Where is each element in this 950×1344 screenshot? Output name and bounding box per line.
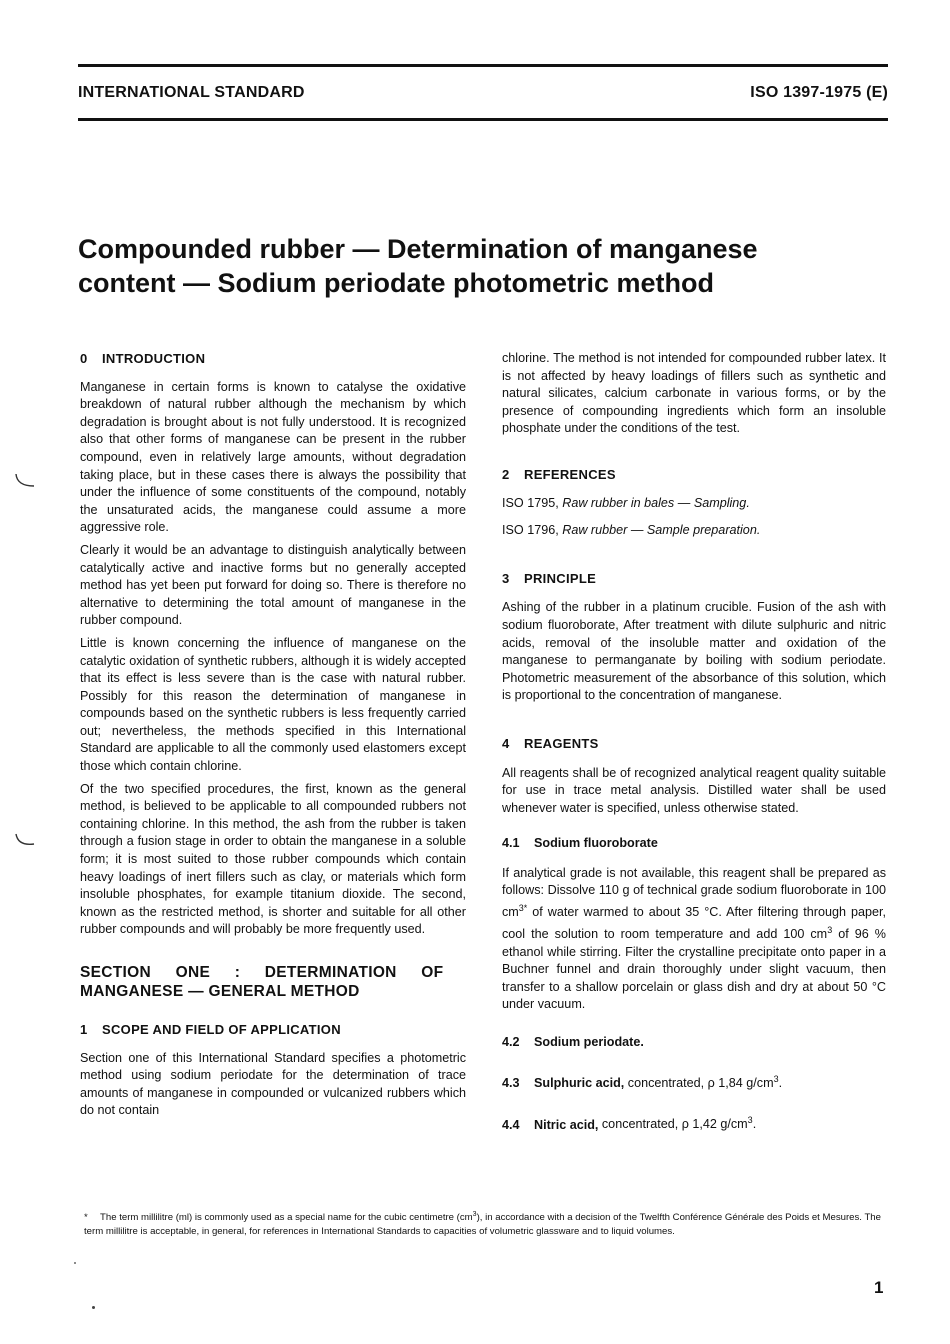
- reference-code: ISO 1796,: [502, 523, 559, 538]
- intro-heading-text: INTRODUCTION: [102, 351, 206, 366]
- left-column: [80, 350, 466, 1120]
- reagent-4-4-name: Nitric acid,: [534, 1117, 599, 1132]
- intro-paragraph-3: Little is known concerning the influence of manganese on the catalytic oxidation of synthetic rubbers, although it is widely accepted that its effect is less severe than is the case with natural rubber. Possibly for this reason the determination of manganese in compounds based on the synthetic rubbers is less frequently carried out; nevertheless, the methods specified in this International Standard are applicable to all the commonly used elastomers except those which contain chlorine.: [80, 635, 466, 774]
- reagents-intro: All reagents shall be of recognized analytical reagent quality suitable for use in trace metal analysis. Distilled water shall be used whenever water is specified, unless otherwise stated.: [502, 765, 886, 815]
- title-line-2: content — Sodium periodate photometric method: [78, 268, 715, 298]
- speck-mark-icon: [74, 1262, 76, 1264]
- reagent-4-1-number: 4.1: [502, 836, 520, 851]
- speck-mark-icon: [92, 1306, 95, 1309]
- header-rule: [78, 118, 888, 121]
- section-one-heading: [80, 963, 466, 1001]
- reagents-heading-number: 4: [502, 735, 510, 751]
- reagent-4-2-number: 4.2: [502, 1035, 520, 1049]
- section-one-line-1: SECTION ONE : DETERMINATION OF: [80, 964, 444, 981]
- reagents-heading: [502, 735, 886, 753]
- header-right: ISO 1397-1975 (E): [750, 84, 888, 101]
- reagent-4-2-heading: [502, 1034, 886, 1052]
- principle-text: Ashing of the rubber in a platinum crucible. Fusion of the ash with sodium fluoroborate, After treatment with dilute sulphuric and nitric acids, removal of the insoluble matter and oxidation of the manganese to permanganate by boiling with sodium periodate. Photometric measurement of the absorbance of this solution, which is proportional to the concentration of manganese.: [502, 600, 886, 703]
- footnote-star: *: [84, 1212, 88, 1224]
- reagent-4-4-line: [502, 1112, 886, 1134]
- document-title: [78, 232, 878, 300]
- footnote-text-a: The term millilitre (ml) is commonly used as a special name for the cubic centimetre (cm: [100, 1212, 473, 1224]
- reagent-4-1-heading: [502, 835, 886, 853]
- reagent-4-1-sup-a: 3*: [518, 903, 528, 914]
- reference-title: Raw rubber — Sample preparation.: [562, 523, 761, 538]
- intro-paragraph-1: Manganese in certain forms is known to catalyse the oxidative breakdown of natural rubber although the mechanism by which degradation is brought about is not fully understood. It is recognized also that other forms of manganese can be present in the rubber compound, even in relatively large amounts, without degradation taking place, but in these cases there is always the possibility that under the influence of some constituents of the compound, notably the unsaturated acids, the manganese could assume a more aggressive role.: [80, 379, 466, 535]
- intro-paragraph-4: Of the two specified procedures, the first, known as the general method, is believed to be applicable to all compounded rubbers not containing chlorine. In this method, the ash from the rubber is taken through a fusion stage in order to obtain the manganese in a soluble form; it is most suited to those rubber compounds which contain heavy loadings of inert fillers such as clay, or materials which form insoluble phosphates, for example titanium dioxide. The second, known as the restricted method, is shorter and suitable for all other rubber compounds and will probably be more frequently used.: [80, 781, 466, 937]
- reference-title: Raw rubber in bales — Sampling.: [562, 495, 750, 510]
- principle-heading-number: 3: [502, 570, 510, 586]
- reagent-4-3-end: .: [778, 1075, 783, 1090]
- footnote-text-b: ), in accordance with a decision of the Twelfth Conférence Générale des Poids et Mesures. The term millilitre is acceptable, in general, for references in International Standards to capacities of volumetric glassware and to liquid volumes.: [84, 1212, 881, 1238]
- reagent-4-1-name: Sodium fluoroborate: [534, 836, 658, 851]
- reagent-4-4-sup: 3: [747, 1115, 753, 1126]
- reagent-4-1-text: [502, 865, 886, 1014]
- reagent-4-3-line: [502, 1071, 886, 1093]
- scope-heading-number: 1: [80, 1022, 88, 1037]
- scope-text-left: Section one of this International Standard specifies a photometric method using sodium periodate for the determination of trace amounts of manganese in compounded or vulcanized rubbers which do not contain: [80, 1050, 466, 1118]
- reference-item: [502, 495, 886, 513]
- intro-heading-number: 0: [80, 351, 88, 366]
- page-number: 1: [874, 1278, 884, 1297]
- title-line-1: Compounded rubber — Determination of manganese: [78, 234, 758, 264]
- reference-code: ISO 1795,: [502, 495, 559, 510]
- intro-paragraph-2: Clearly it would be an advantage to distinguish analytically between catalytically active and inactive forms but no generally accepted method has yet been put forward for doing so. There is therefore no alternative to determining the total amount of manganese in the rubber compound.: [80, 542, 466, 628]
- header-left: INTERNATIONAL STANDARD: [78, 84, 305, 101]
- reference-item: [502, 522, 886, 540]
- reagent-4-4-rest: concentrated, ρ 1,42 g/cm: [598, 1117, 748, 1132]
- reagent-4-1-text-b: of water warmed to about 35 °C. After filtering through paper, cool the solution to room temperature and add 100 cm: [502, 905, 886, 942]
- section-one-line-2: MANGANESE — GENERAL METHOD: [80, 983, 360, 1000]
- footnote: [84, 1208, 888, 1239]
- reagent-4-3-name: Sulphuric acid,: [534, 1075, 625, 1090]
- principle-heading-text: PRINCIPLE: [524, 570, 597, 586]
- references-heading-text: REFERENCES: [524, 466, 616, 482]
- reagent-4-1-text-c: of 96 % ethanol while stirring. Filter the crystalline precipitate onto paper in a Buchner funnel and drain thoroughly under slight vacuum, then transfer to a shallow porcelain or glass dish and dry at about 50 °C under vacuum.: [502, 927, 886, 1012]
- right-column: [502, 350, 886, 1134]
- top-rule: [78, 64, 888, 67]
- references-heading-number: 2: [502, 466, 510, 482]
- reagent-4-1-sup-b: 3: [827, 924, 833, 935]
- reagent-4-3-rest: concentrated, ρ 1,84 g/cm: [624, 1075, 774, 1090]
- references-heading: [502, 466, 886, 484]
- reagent-4-3-number: 4.3: [502, 1075, 520, 1090]
- reagent-4-3-sup: 3: [773, 1073, 779, 1084]
- reagent-4-4-end: .: [752, 1117, 757, 1132]
- reagents-heading-text: REAGENTS: [524, 735, 599, 751]
- scope-heading-text: SCOPE AND FIELD OF APPLICATION: [102, 1022, 341, 1037]
- footnote-sup: 3: [472, 1211, 477, 1218]
- intro-heading: [80, 350, 466, 368]
- reagent-4-4-number: 4.4: [502, 1117, 520, 1132]
- scope-text-right: chlorine. The method is not intended for compounded rubber latex. It is not affected by heavy loadings of fillers such as synthetic and natural silicates, calcium carbonate in various forms, or by the presence of compounding ingredients which form an insoluble phosphate under the conditions of the test.: [502, 351, 886, 436]
- margin-mark-icon: [14, 832, 36, 850]
- scope-heading: [80, 1021, 466, 1039]
- margin-mark-icon: [14, 472, 36, 490]
- reagent-4-2-name: Sodium periodate.: [534, 1035, 644, 1049]
- reagent-4-1-text-a: If analytical grade is not available, this reagent shall be prepared as follows: Dissolve 110 g of technical grade sodium fluoroborate in 100 cm: [502, 865, 886, 920]
- principle-heading: [502, 570, 886, 588]
